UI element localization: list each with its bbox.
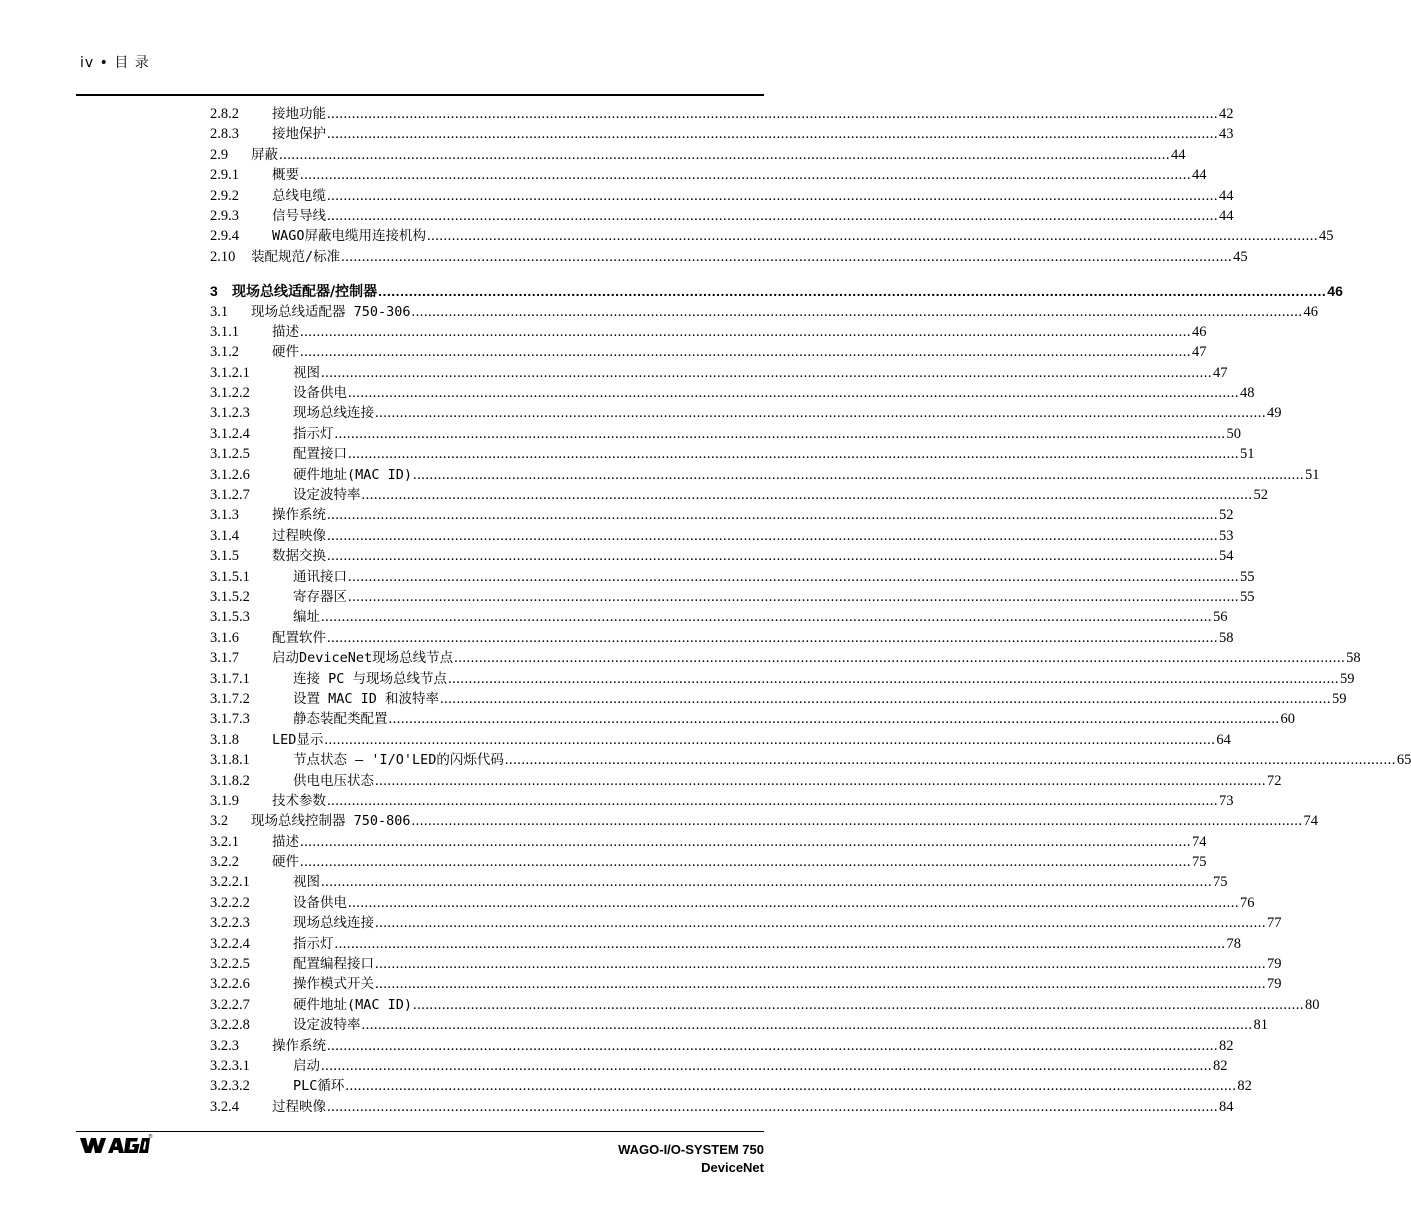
toc-entry-page: 48: [1240, 385, 1255, 402]
toc-entry-page: 82: [1237, 1078, 1252, 1095]
page-header: iv • 目 录: [80, 55, 150, 71]
toc-entry[interactable]: [210, 791, 1234, 811]
toc-dot-leader: [454, 648, 1345, 668]
toc-entry[interactable]: [210, 465, 1320, 485]
toc-entry-number: 3.1: [210, 303, 229, 320]
toc-dot-leader: [300, 322, 1191, 342]
toc-entry-number: 3.1.7: [210, 650, 239, 667]
toc-entry[interactable]: [210, 444, 1255, 464]
toc-entry-number: 3.1.3: [210, 507, 239, 524]
toc-entry[interactable]: [210, 974, 1282, 994]
toc-entry-page: 75: [1213, 874, 1228, 891]
toc-entry-number: 3.2.2.4: [210, 935, 250, 952]
toc-dot-leader: [341, 247, 1232, 267]
toc-entry-page: 46: [1303, 303, 1319, 320]
toc-dot-leader: [335, 934, 1226, 954]
toc-entry[interactable]: [210, 913, 1282, 933]
toc-entry-number: 3: [210, 283, 218, 300]
toc-entry-number: 3.1.2.7: [210, 487, 250, 504]
toc-dot-leader: [327, 206, 1218, 226]
toc-entry-number: 3.2.2.6: [210, 976, 250, 993]
toc-entry[interactable]: [210, 771, 1282, 791]
toc-entry-number: 3.1.7.1: [210, 670, 250, 687]
toc-entry-page: 55: [1240, 588, 1255, 605]
toc-entry-number: 3.1.2.6: [210, 466, 250, 483]
toc-dot-leader: [412, 811, 1303, 831]
toc-entry-page: 44: [1171, 146, 1186, 163]
toc-entry-title: 视图: [293, 364, 320, 381]
toc-entry-number: 3.1.5: [210, 548, 239, 565]
toc-dot-leader: [327, 526, 1218, 546]
svg-text:®: ®: [148, 1134, 153, 1140]
toc-entry-title: 过程映像: [272, 527, 326, 544]
toc-entry-number: 3.1.8: [210, 731, 239, 748]
toc-entry-title: 设备供电: [293, 894, 347, 911]
toc-entry-number: 3.1.8.2: [210, 772, 250, 789]
toc-dot-leader: [324, 730, 1215, 750]
toc-entry[interactable]: [210, 322, 1207, 342]
toc-entry-title: 设定波特率: [293, 1017, 361, 1034]
toc-entry-number: 3.2: [210, 813, 229, 830]
toc-entry-page: 79: [1267, 956, 1282, 973]
toc-entry-number: 2.9.3: [210, 207, 239, 224]
toc-entry-page: 72: [1267, 772, 1282, 789]
toc-entry-page: 64: [1216, 731, 1231, 748]
toc-entry[interactable]: [210, 485, 1268, 505]
toc-entry-page: 74: [1303, 813, 1319, 830]
toc-entry-number: 3.1.5.3: [210, 609, 250, 626]
toc-entry[interactable]: [210, 206, 1234, 226]
toc-entry-title: 设备供电: [293, 385, 347, 402]
toc-entry-title: 供电电压状态: [293, 772, 374, 789]
toc-dot-leader: [440, 689, 1331, 709]
toc-dot-leader: [348, 893, 1239, 913]
toc-entry[interactable]: [210, 281, 1343, 301]
toc-dot-leader: [321, 607, 1212, 627]
toc-entry-title: 硬件地址(MAC ID): [293, 466, 413, 483]
toc-entry-number: 3.1.2: [210, 344, 239, 361]
toc-entry-title: 技术参数: [272, 792, 326, 809]
toc-entry-title: 连接 PC 与现场总线节点: [293, 670, 448, 687]
toc-entry-page: 52: [1219, 507, 1234, 524]
toc-entry[interactable]: [210, 811, 1319, 831]
toc-dot-leader: [321, 872, 1212, 892]
toc-entry-title: 接地功能: [272, 106, 326, 122]
toc-entry-number: 3.2.4: [210, 1098, 239, 1115]
toc-entry-number: 2.8.3: [210, 126, 239, 143]
toc-entry-page: 75: [1192, 854, 1207, 871]
toc-entry-page: 84: [1219, 1098, 1234, 1115]
toc-entry-number: 2.10: [210, 248, 236, 265]
toc-entry[interactable]: [210, 1097, 1234, 1117]
toc-entry-title: 描述: [272, 833, 299, 850]
toc-dot-leader: [375, 403, 1266, 423]
toc-entry-page: 81: [1253, 1017, 1268, 1034]
toc-entry-page: 49: [1267, 405, 1282, 422]
toc-entry-page: 46: [1192, 323, 1207, 340]
toc-dot-leader: [362, 1015, 1253, 1035]
footer-divider: [76, 1131, 764, 1132]
header-divider: [76, 94, 764, 96]
toc-entry-page: 82: [1213, 1057, 1228, 1074]
toc-entry[interactable]: [210, 546, 1234, 566]
toc-entry-page: 74: [1192, 833, 1207, 850]
toc-entry-title: 信号导线: [272, 207, 326, 224]
toc-entry[interactable]: [210, 124, 1234, 144]
toc-entry-title: 通讯接口: [293, 568, 347, 585]
toc-entry-title: 视图: [293, 874, 320, 891]
toc-entry[interactable]: [210, 995, 1320, 1015]
toc-entry[interactable]: [210, 607, 1228, 627]
toc-entry[interactable]: [210, 587, 1255, 607]
toc-entry[interactable]: [210, 302, 1319, 322]
toc-entry-page: 47: [1192, 344, 1207, 361]
toc-entry[interactable]: [210, 689, 1347, 709]
toc-entry-title: 接地保护: [272, 126, 326, 143]
toc-dot-leader: [327, 1097, 1218, 1117]
toc-entry-page: 52: [1253, 487, 1268, 504]
toc-dot-leader: [327, 104, 1218, 124]
toc-entry-number: 2.9.2: [210, 187, 239, 204]
toc-dot-leader: [327, 505, 1218, 525]
toc-entry[interactable]: [210, 383, 1255, 403]
toc-entry-page: 46: [1327, 283, 1343, 300]
toc-entry-page: 65: [1396, 752, 1411, 769]
toc-entry-title: 总线电缆: [272, 187, 326, 204]
toc-entry-title: 现场总线适配器 750-306: [251, 303, 411, 320]
toc-entry-number: 3.1.7.2: [210, 690, 250, 707]
toc-entry-number: 2.9: [210, 146, 229, 163]
toc-entry[interactable]: [210, 832, 1207, 852]
toc-entry-page: 80: [1305, 996, 1320, 1013]
toc-entry[interactable]: [210, 1076, 1252, 1096]
toc-dot-leader: [335, 424, 1226, 444]
toc-entry-number: 3.1.2.3: [210, 405, 250, 422]
toc-dot-leader: [300, 165, 1191, 185]
toc-entry[interactable]: [210, 1036, 1234, 1056]
toc-entry-page: 58: [1346, 650, 1361, 667]
toc-entry-number: 3.1.2.2: [210, 385, 250, 402]
toc-entry-page: 77: [1267, 915, 1282, 932]
toc-entry-number: 3.2.2: [210, 854, 239, 871]
toc-entry-number: 3.1.2.1: [210, 364, 250, 381]
toc-dot-leader: [448, 669, 1339, 689]
toc-entry-page: 42: [1219, 106, 1234, 122]
toc-entry-number: 3.1.7.3: [210, 711, 250, 728]
toc-entry-title: 设置 MAC ID 和波特率: [293, 690, 440, 707]
toc-entry-number: 3.2.3.2: [210, 1078, 250, 1095]
toc-entry-page: 51: [1240, 446, 1255, 463]
toc-entry[interactable]: [210, 145, 1186, 165]
toc-entry[interactable]: [210, 852, 1207, 872]
toc-entry-page: 54: [1219, 548, 1234, 565]
toc-entry-title: 硬件地址(MAC ID): [293, 996, 413, 1013]
toc-entry-title: 现场总线适配器/控制器: [232, 284, 378, 301]
toc-dot-leader: [375, 913, 1266, 933]
toc-entry-title: 数据交换: [272, 548, 326, 565]
toc-entry[interactable]: [210, 424, 1241, 444]
toc-entry[interactable]: [210, 709, 1295, 729]
toc-dot-leader: [300, 852, 1191, 872]
toc-entry-page: 55: [1240, 568, 1255, 585]
toc-dot-leader: [348, 587, 1239, 607]
toc-entry-number: 2.9.1: [210, 167, 239, 184]
toc-entry-title: 现场总线控制器 750-806: [251, 813, 411, 830]
toc-entry-number: 3.1.2.4: [210, 425, 250, 442]
toc-entry-page: 79: [1267, 976, 1282, 993]
toc-entry[interactable]: [210, 104, 1234, 124]
toc-dot-leader: [389, 709, 1280, 729]
toc-entry-title: 指示灯: [293, 935, 334, 952]
toc-entry-title: 操作模式开关: [293, 976, 374, 993]
toc-entry-page: 76: [1240, 894, 1255, 911]
toc-dot-leader: [279, 145, 1170, 165]
toc-entry-page: 78: [1226, 935, 1241, 952]
toc-entry-page: 60: [1280, 711, 1295, 728]
toc-entry-title: 描述: [272, 323, 299, 340]
toc-dot-leader: [327, 546, 1218, 566]
toc-entry-title: 过程映像: [272, 1098, 326, 1115]
toc-entry-page: 82: [1219, 1037, 1234, 1054]
toc-entry-number: 3.2.2.5: [210, 956, 250, 973]
wago-logo: [78, 1134, 152, 1161]
toc-entry-number: 3.2.1: [210, 833, 239, 850]
toc-entry-number: 3.2.3: [210, 1037, 239, 1054]
footer-product: WAGO-I/O-SYSTEM 750: [618, 1142, 764, 1157]
toc-entry[interactable]: [210, 505, 1234, 525]
toc-entry-title: 寄存器区: [293, 588, 347, 605]
toc-dot-leader: [348, 567, 1239, 587]
toc-entry-number: 3.1.8.1: [210, 752, 250, 769]
toc-entry[interactable]: [210, 628, 1234, 648]
toc-entry[interactable]: [210, 730, 1231, 750]
toc-entry-title: 操作系统: [272, 507, 326, 524]
toc-dot-leader: [375, 954, 1266, 974]
toc-entry[interactable]: [210, 750, 1411, 770]
toc-entry-title: 指示灯: [293, 425, 334, 442]
toc-entry-number: 2.8.2: [210, 106, 239, 122]
toc-entry-number: 2.9.4: [210, 228, 239, 245]
toc-entry[interactable]: [210, 669, 1355, 689]
toc-entry[interactable]: [210, 567, 1255, 587]
toc-entry-title: 启动: [293, 1057, 320, 1074]
toc-dot-leader: [362, 485, 1253, 505]
toc-entry-title: 配置软件: [272, 629, 326, 646]
toc-entry[interactable]: [210, 526, 1234, 546]
toc-entry-number: 3.2.2.3: [210, 915, 250, 932]
toc-entry-number: 3.2.2.1: [210, 874, 250, 891]
toc-entry-number: 3.2.2.8: [210, 1017, 250, 1034]
toc-entry-page: 44: [1219, 207, 1234, 224]
toc-entry-title: 操作系统: [272, 1037, 326, 1054]
toc-dot-leader: [300, 342, 1191, 362]
toc-entry[interactable]: [210, 247, 1248, 267]
toc-entry-number: 3.2.3.1: [210, 1057, 250, 1074]
toc-dot-leader: [375, 771, 1266, 791]
toc-dot-leader: [348, 383, 1239, 403]
toc-entry-title: 屏蔽: [251, 146, 278, 163]
toc-entry[interactable]: [210, 893, 1255, 913]
toc-entry-title: 静态装配类配置: [293, 711, 388, 728]
toc-dot-leader: [378, 281, 1326, 301]
toc-entry-number: 3.2.2.2: [210, 894, 250, 911]
toc-entry-page: 59: [1332, 690, 1347, 707]
toc-dot-leader: [327, 628, 1218, 648]
toc-entry-page: 58: [1219, 629, 1234, 646]
toc-entry-number: 3.1.1: [210, 323, 239, 340]
toc-dot-leader: [327, 186, 1218, 206]
toc-dot-leader: [375, 974, 1266, 994]
toc-dot-leader: [348, 444, 1239, 464]
toc-entry-number: 3.1.2.5: [210, 446, 250, 463]
toc-entry-page: 47: [1213, 364, 1228, 381]
table-of-contents: [210, 104, 1411, 1117]
toc-dot-leader: [413, 465, 1304, 485]
toc-entry-title: 设定波特率: [293, 487, 361, 504]
toc-dot-leader: [327, 124, 1218, 144]
toc-entry-title: 配置编程接口: [293, 956, 374, 973]
toc-entry-page: 45: [1233, 248, 1248, 265]
toc-entry-page: 53: [1219, 527, 1234, 544]
toc-entry-page: 50: [1226, 425, 1241, 442]
toc-entry[interactable]: [210, 934, 1241, 954]
toc-entry[interactable]: [210, 872, 1228, 892]
toc-entry-page: 43: [1219, 126, 1234, 143]
toc-entry-page: 44: [1219, 187, 1234, 204]
toc-entry-page: 73: [1219, 792, 1234, 809]
toc-dot-leader: [413, 995, 1304, 1015]
toc-entry[interactable]: [210, 342, 1207, 362]
toc-entry-title: 编址: [293, 609, 320, 626]
toc-dot-leader: [412, 302, 1303, 322]
toc-entry-title: 现场总线连接: [293, 915, 374, 932]
toc-entry-title: 现场总线连接: [293, 405, 374, 422]
toc-dot-leader: [300, 832, 1191, 852]
toc-entry-page: 56: [1213, 609, 1228, 626]
toc-entry-page: 59: [1340, 670, 1355, 687]
toc-entry-title: 节点状态 – 'I/O'LED的闪烁代码: [293, 752, 504, 769]
toc-entry-number: 3.1.5.1: [210, 568, 250, 585]
toc-entry-title: LED显示: [272, 731, 324, 748]
toc-entry-page: 51: [1305, 466, 1320, 483]
toc-entry-title: WAGO屏蔽电缆用连接机构: [272, 228, 427, 245]
toc-entry[interactable]: [210, 648, 1361, 668]
toc-dot-leader: [345, 1076, 1236, 1096]
toc-entry-title: 硬件: [272, 854, 299, 871]
toc-entry-title: 装配规范/标准: [251, 248, 341, 265]
toc-entry-number: 3.1.9: [210, 792, 239, 809]
toc-entry-title: 硬件: [272, 344, 299, 361]
toc-dot-leader: [327, 791, 1218, 811]
toc-entry-number: 3.1.6: [210, 629, 239, 646]
toc-entry-page: 45: [1319, 228, 1334, 245]
toc-dot-leader: [321, 363, 1212, 383]
toc-entry[interactable]: [210, 226, 1334, 246]
toc-entry[interactable]: [210, 403, 1282, 423]
toc-entry[interactable]: [210, 186, 1234, 206]
footer-subtitle: DeviceNet: [701, 1160, 764, 1175]
toc-entry-page: 44: [1192, 167, 1207, 184]
toc-entry-title: PLC循环: [293, 1078, 345, 1095]
toc-entry[interactable]: [210, 165, 1207, 185]
toc-dot-leader: [321, 1056, 1212, 1076]
toc-dot-leader: [505, 750, 1396, 770]
toc-entry-number: 3.2.2.7: [210, 996, 250, 1013]
toc-dot-leader: [327, 1036, 1218, 1056]
toc-entry[interactable]: [210, 954, 1282, 974]
toc-entry-number: 3.1.5.2: [210, 588, 250, 605]
toc-entry-title: 启动DeviceNet现场总线节点: [272, 650, 454, 667]
toc-entry[interactable]: [210, 363, 1228, 383]
toc-entry-title: 概要: [272, 167, 299, 184]
toc-entry-number: 3.1.4: [210, 527, 239, 544]
toc-entry[interactable]: [210, 1015, 1268, 1035]
toc-dot-leader: [427, 226, 1318, 246]
toc-entry-title: 配置接口: [293, 446, 347, 463]
toc-entry[interactable]: [210, 1056, 1228, 1076]
